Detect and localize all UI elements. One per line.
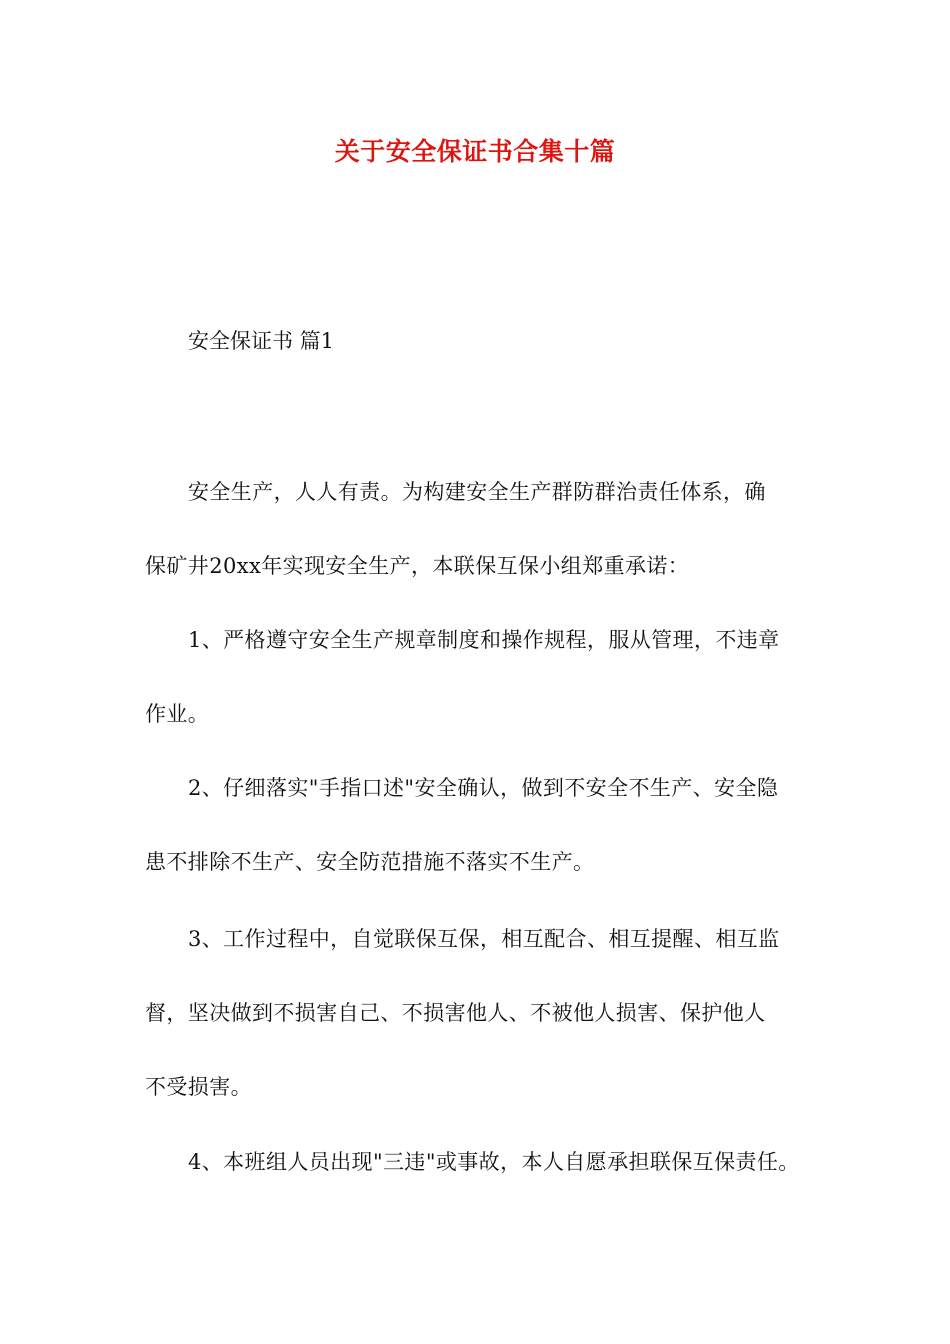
paragraph-line: 不受损害。 [145, 1075, 252, 1099]
paragraph-line: 督，坚决做到不损害自己、不损害他人、不被他人损害、保护他人 [145, 1001, 766, 1025]
section-heading: 安全保证书 篇1 [188, 329, 335, 353]
paragraph-line: 患不排除不生产、安全防范措施不落实不生产。 [145, 850, 595, 874]
paragraph-line: 3、工作过程中，自觉联保互保，相互配合、相互提醒、相互监 [188, 927, 780, 951]
paragraph-line: 4、本班组人员出现"三违"或事故，本人自愿承担联保互保责任。 [188, 1150, 800, 1174]
paragraph-line: 安全生产，人人有责。为构建安全生产群防群治责任体系，确 [188, 480, 766, 504]
paragraph-line: 2、仔细落实"手指口述"安全确认，做到不安全不生产、安全隐 [188, 776, 779, 800]
paragraph-line: 作业。 [145, 702, 210, 726]
paragraph-line: 保矿井20xx年实现安全生产，本联保互保小组郑重承诺： [145, 554, 690, 578]
document-title: 关于安全保证书合集十篇 [334, 137, 616, 166]
paragraph-line: 1、严格遵守安全生产规章制度和操作规程，服从管理，不违章 [188, 628, 780, 652]
